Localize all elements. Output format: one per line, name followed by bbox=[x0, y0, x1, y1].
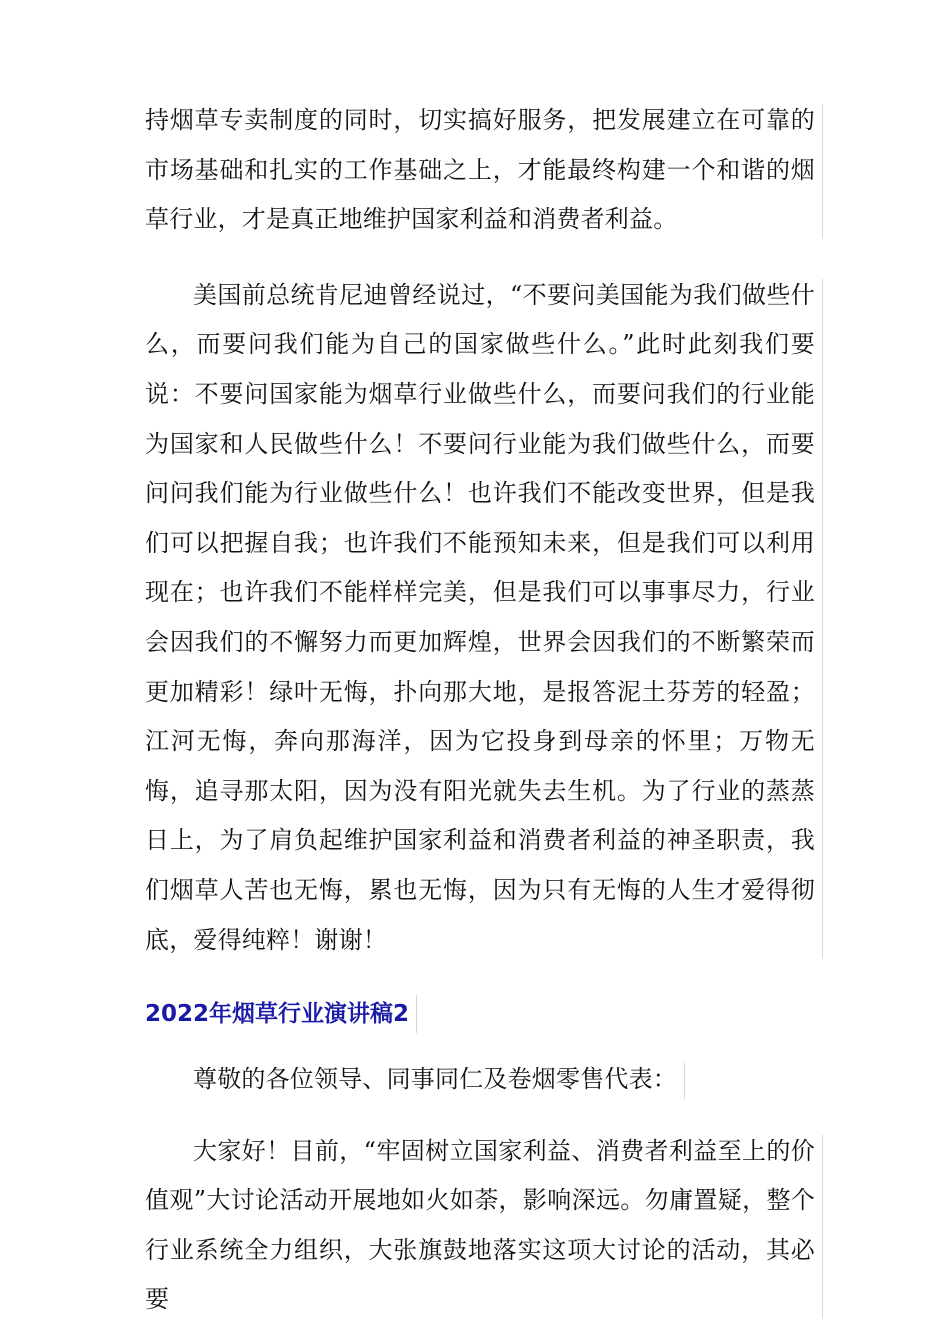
paragraph-kennedy-quote: 美国前总统肯尼迪曾经说过，“不要问美国能为我们做些什么，而要问我们能为自己的国家做些什么。”此时此刻我们要说：不要问国家能为烟草行业做些什么，而要问我们的行业能为国家和人民做些什么！不要问行业能为我们做些什么，而要问问我们能为行业做些什么！也许我们不能改变世界，但是我们可以把握自我；也许我们不能预知未来，但是我们可以利用现在；也许我们不能样样完美，但是我们可以事事尽力，行业会因我们的不懈努力而更加辉煌，世界会因我们的不断繁荣而更加精彩！绿叶无悔，扑向那大地，是报答泥土芬芳的轻盈；江河无悔，奔向那海洋，因为它投身到母亲的怀里；万物无悔，追寻那太阳，因为没有阳光就失去生机。为了行业的蒸蒸日上，为了肩负起维护国家利益和消费者利益的神圣职责，我们烟草人苦也无悔，累也无悔，因为只有无悔的人生才爱得彻底，爱得纯粹！谢谢！ bbox=[145, 271, 815, 965]
paragraph-continuation: 持烟草专卖制度的同时，切实搞好服务，把发展建立在可靠的市场基础和扎实的工作基础之上，才能最终构建一个和谐的烟草行业，才是真正地维护国家利益和消费者利益。 bbox=[145, 96, 815, 245]
salutation-line: 尊敬的各位领导、同事同仁及卷烟零售代表： bbox=[145, 1055, 677, 1105]
section-heading: 2022年烟草行业演讲稿2 bbox=[145, 991, 415, 1037]
salutation-wrapper bbox=[145, 1055, 815, 1105]
paragraph-opening: 大家好！目前，“牢固树立国家利益、消费者利益至上的价值观”大讨论活动开展地如火如荼，影响深远。勿庸置疑，整个行业系统全力组织，大张旗鼓地落实这项大讨论的活动，其必要 bbox=[145, 1127, 815, 1325]
document-page bbox=[145, 96, 815, 1325]
